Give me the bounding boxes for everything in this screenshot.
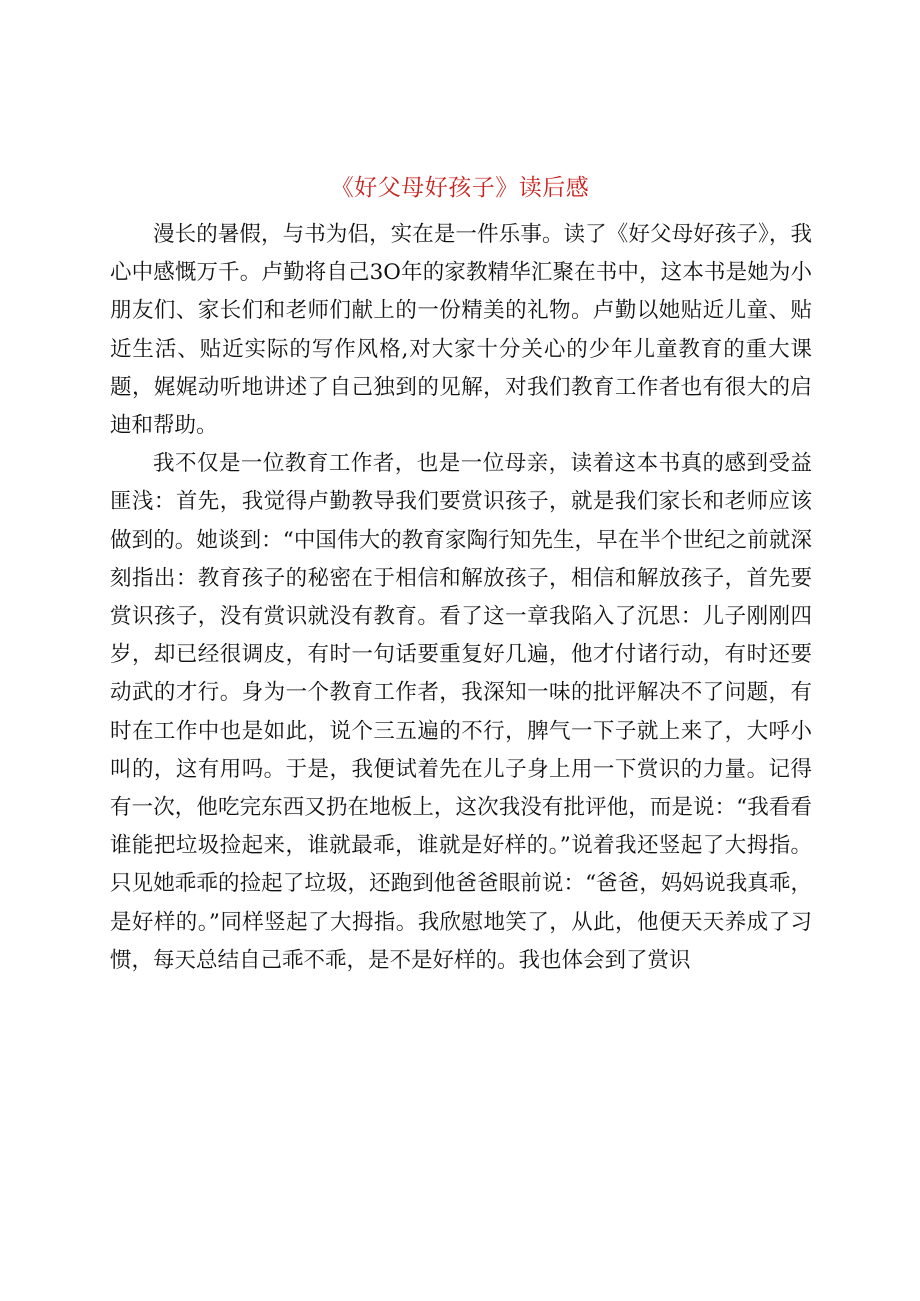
- paragraph-1: 漫长的暑假，与书为侣，实在是一件乐事。读了《好父母好孩子》，我心中感慨万千。卢勤将自己3O年的家教精华汇聚在书中，这本书是她为小朋友们、家长们和老师们献上的一份精美的礼物。卢勤以她贴近儿童、贴近生活、贴近实际的写作风格,对大家十分关心的少年儿童教育的重大课题，娓娓动听地讲述了自己独到的见解，对我们教育工作者也有很大的启迪和帮助。: [110, 222, 812, 439]
- document-title: 《好父母好孩子》读后感: [330, 175, 590, 201]
- document-body: [110, 216, 812, 980]
- paragraph-2: 我不仅是一位教育工作者，也是一位母亲，读着这本书真的感到受益匪浅：首先，我觉得卢勤教导我们要赏识孩子，就是我们家长和老师应该做到的。她谈到：“中国伟大的教育家陶行知先生，早在半个世纪之前就深刻指出：教育孩子的秘密在于相信和解放孩子，相信和解放孩子，首先要赏识孩子，没有赏识就没有教育。看了这一章我陷入了沉思：儿子刚刚四岁，却已经很调皮，有时一句话要重复好几遍，他才付诸行动，有时还要动武的才行。身为一个教育工作者，我深知一味的批评解决不了问题，有时在工作中也是如此，说个三五遍的不行，脾气一下子就上来了，大呼小叫的，这有用吗。于是，我便试着先在儿子身上用一下赏识的力量。记得有一次，他吃完东西又扔在地板上，这次我没有批评他，而是说：“我看看谁能把垃圾捡起来，谁就最乖，谁就是好样的。”说着我还竖起了大拇指。只见她乖乖的捡起了垃圾，还跑到他爸爸眼前说：“爸爸，妈妈说我真乖，是好样的。”同样竖起了大拇指。我欣慰地笑了，从此，他便天天养成了习惯，每天总结自己乖不乖，是不是好样的。我也体会到了赏识: [110, 451, 812, 973]
